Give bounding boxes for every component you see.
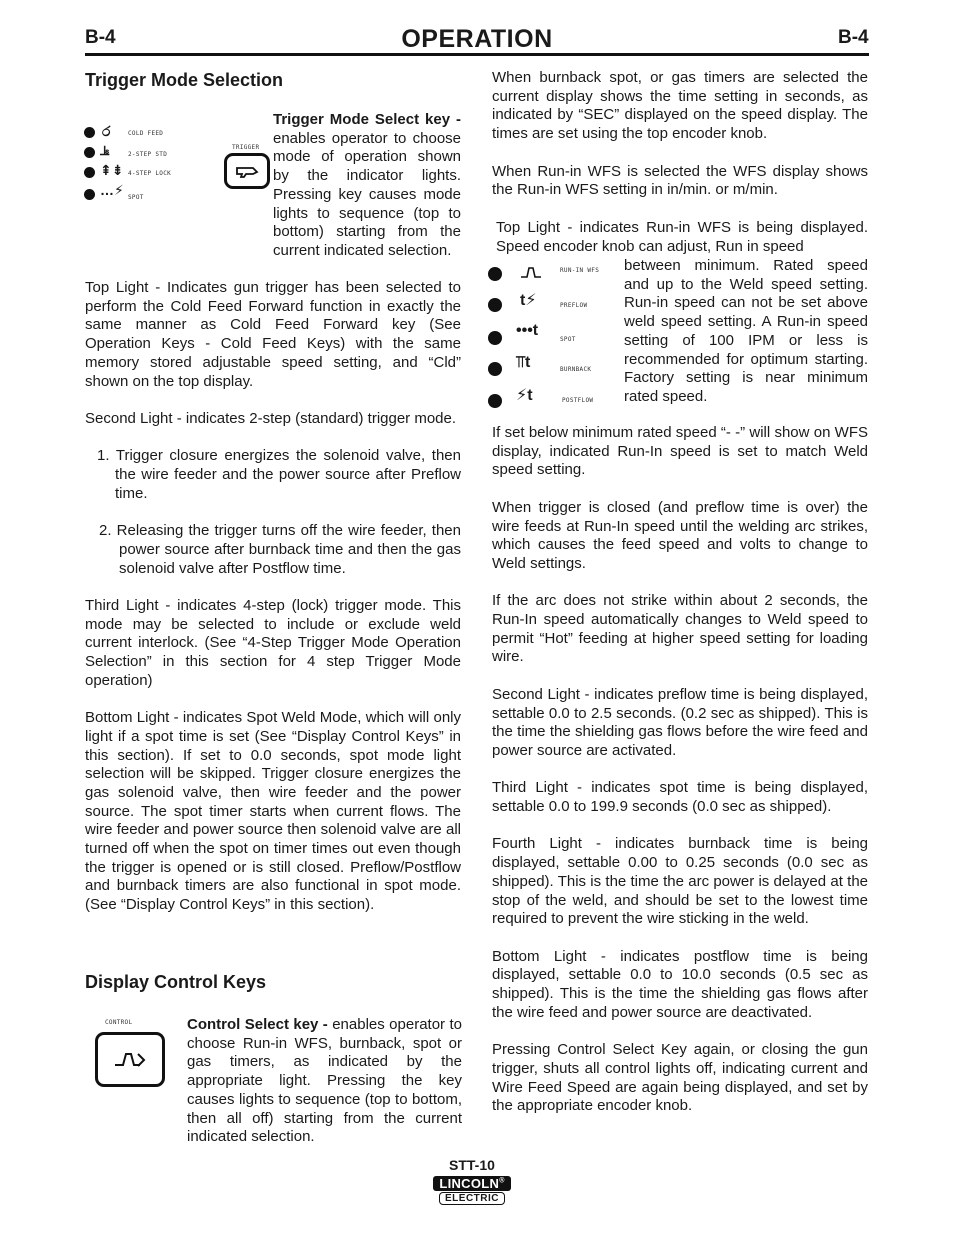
control-key-desc: enables operator to choose Run-in WFS, burnback, spot or gas timers, as indicated by the appropriate light. Pressing the key causes lights to sequence (top to bottom, then all off) starting from the current indicated selection. xyxy=(187,1016,462,1146)
right-column-intro xyxy=(492,69,868,219)
panel-label-postflow: POSTFLOW xyxy=(562,397,594,404)
below-min-paragraph: If set below minimum rated speed “- -” will show on WFS display, indicated Run-In speed is set to match Weld speed setting. xyxy=(492,424,868,479)
indicator-light xyxy=(488,362,502,376)
runin-display-paragraph: When Run-in WFS is selected the WFS display shows the Run-in WFS setting in in/min. or m/min. xyxy=(492,162,868,199)
panel-label-4-step: 4-STEP LOCK xyxy=(128,170,172,177)
trigger-mode-text xyxy=(85,279,461,934)
control-mode-panel xyxy=(486,260,621,420)
logo-top xyxy=(433,1176,511,1191)
trigger-key-description xyxy=(273,111,461,261)
third-light-paragraph: Third Light - indicates 4-step (lock) trigger mode. This mode may be selected to include or exclude weld current interlock. (See “4-Step Trigger Mode Operation Selection” in this section for 4 step Trigger Mode operation) xyxy=(85,596,461,689)
logo-registered-mark: ® xyxy=(499,1177,505,1185)
timer-display-paragraph: When burnback spot, or gas timers are selected the current display shows the time setting in seconds, as indicated by “SEC” displayed on the speed display. The times are set using the top encoder knob. xyxy=(492,69,868,143)
display-control-heading: Display Control Keys xyxy=(85,972,267,992)
bottom-light-paragraph: Bottom Light - indicates Spot Weld Mode, which will only light if a spot time is set (See “Display Control Keys” in this section). If set to 0.0 seconds, spot mode light selection will be skipped. Trigger closure energizes the gas solenoid valve, then wire feeder and the power source. The spot timer starts when current flows. The wire feeder and power source then solenoid valve are all turned off when the spot on timer times out even though the trigger is opened or is still closed. Preflow/Postflow and burnback timers are also functional in spot mode. (See “Display Control Keys” in this section). xyxy=(85,709,461,914)
spot-paragraph: Third Light - indicates spot time is being displayed, settable 0.0 to 199.9 seconds (0.0 sec as shipped). xyxy=(492,779,868,815)
lincoln-electric-logo xyxy=(433,1176,511,1205)
four-step-icon: ⇞⇟ xyxy=(100,162,124,178)
arc-strike-paragraph: If the arc does not strike within about 2 seconds, the Run-In speed automatically changes to Weld speed to permit “Hot” feeding at higher speed setting for loading wire. xyxy=(492,592,868,666)
runin-top-light-b: between minimum. Rated speed and up to the Weld speed setting. Run-in speed can not be set above weld speed setting. A Run-in speed setting of 100 IPM or less is recommended for optimum starting. Factory setting is near minimum rated speed. xyxy=(624,257,868,405)
indicator-light xyxy=(488,331,502,345)
burnback-icon: ⫪t xyxy=(516,354,531,371)
postflow-icon: ⚡t xyxy=(516,387,533,404)
panel-label-runin: RUN-IN WFS xyxy=(560,267,600,274)
trigger-key-desc: enables operator to choose mode of operation shown by the indicator lights. Pressing key causes mode lights to sequence (top to bottom) starting from the current indicated selection. xyxy=(273,129,461,259)
trigger-mode-heading: Trigger Mode Selection xyxy=(85,70,284,90)
page-code-right: B-4 xyxy=(838,27,869,48)
cold-feed-icon: ර xyxy=(102,123,111,139)
indicator-light xyxy=(84,127,95,138)
control-reset-paragraph: Pressing Control Select Key again, or closing the gun trigger, shuts all control lights off, indicating current and Wire Feed Speed are again being displayed, and set by the appropriate encoder knob. xyxy=(492,1041,868,1115)
runin-pulse-icon xyxy=(520,265,542,279)
page-code-left: B-4 xyxy=(85,27,116,48)
trigger-key-title: Trigger Mode Select key - xyxy=(273,111,461,128)
runin-top-light-a: Top Light - indicates Run-in WFS is being displayed. Speed encoder knob can adjust, Run in speed xyxy=(496,219,868,255)
spot-icon: …⚡ xyxy=(100,182,124,198)
control-select-key[interactable] xyxy=(95,1032,165,1087)
two-step-list xyxy=(85,447,461,578)
top-light-paragraph: Top Light - Indicates gun trigger has been selected to perform the Cold Feed Forward function in exactly the same manner as Cold Feed Forward key (See Operation Keys - Cold Feed Keys) with the same memory stored adjustable speed setting, and “Cld” shown on the top display. xyxy=(85,279,461,390)
spot-timer-icon: •••t xyxy=(516,322,539,339)
panel-label-2-step: 2-STEP STD xyxy=(128,151,168,158)
trigger-gun-icon xyxy=(234,163,260,179)
burnback-paragraph: Fourth Light - indicates burnback time is being displayed, settable 0.00 to 0.25 seconds (0.0 sec as shipped). This is the time the arc power is delayed at the stop of the weld, and should be set to the lowest time required to prevent the wire sticking in the weld. xyxy=(492,835,868,928)
trigger-closed-paragraph: When trigger is closed (and preflow time is over) the wire feeds at Run-In speed until the welding arc strikes, which causes the feed speed and volts to change to Weld settings. xyxy=(492,498,868,572)
control-key-description xyxy=(187,1016,462,1147)
preflow-icon: t⚡ xyxy=(520,292,537,309)
trigger-select-key[interactable] xyxy=(224,153,270,189)
control-key-title: Control Select key - xyxy=(187,1016,328,1033)
panel-label-spot: SPOT xyxy=(128,194,144,201)
panel-label-spot: SPOT xyxy=(560,336,576,343)
model-number: STT-10 xyxy=(449,1157,495,1173)
preflow-paragraph: Second Light - indicates preflow time is being displayed, settable 0.0 to 2.5 seconds. (0.2 sec as shipped). This is the time the shielding gas flows before the wire feed and power source are activated. xyxy=(492,685,868,759)
step-2: 2. Releasing the trigger turns off the wire feeder, then power source after burnback time and then the gas solenoid valve after Postflow time. xyxy=(99,522,461,577)
step-1: 1. Trigger closure energizes the solenoid valve, then the wire feeder and the power source after Preflow time. xyxy=(97,447,461,502)
logo-top-text: LINCOLN xyxy=(439,1176,500,1191)
indicator-light xyxy=(488,298,502,312)
header-rule xyxy=(85,53,869,56)
indicator-light xyxy=(84,189,95,200)
indicator-light xyxy=(488,267,502,281)
indicator-light xyxy=(84,167,95,178)
two-step-icon: ⫡ xyxy=(100,142,110,158)
right-column-body xyxy=(492,424,868,1135)
panel-label-burnback: BURNBACK xyxy=(560,366,592,373)
logo-bottom: ELECTRIC xyxy=(439,1192,505,1205)
control-key-label: CONTROL xyxy=(105,1019,133,1026)
postflow-paragraph: Bottom Light - indicates postflow time is being displayed, settable 0.0 to 10.0 seconds (0.5 sec as shipped). This is the time the shielding gas flows after the wire feed and power source are deactivated. xyxy=(492,947,868,1021)
indicator-light xyxy=(84,147,95,158)
panel-label-cold-feed: COLD FEED xyxy=(128,130,164,137)
indicator-light xyxy=(488,394,502,408)
second-light-paragraph: Second Light - indicates 2-step (standard) trigger mode. xyxy=(85,409,457,427)
trigger-key-label: TRIGGER xyxy=(232,144,260,151)
control-pulse-icon xyxy=(114,1049,146,1071)
panel-label-preflow: PREFLOW xyxy=(560,302,588,309)
page-title: OPERATION xyxy=(401,25,553,53)
